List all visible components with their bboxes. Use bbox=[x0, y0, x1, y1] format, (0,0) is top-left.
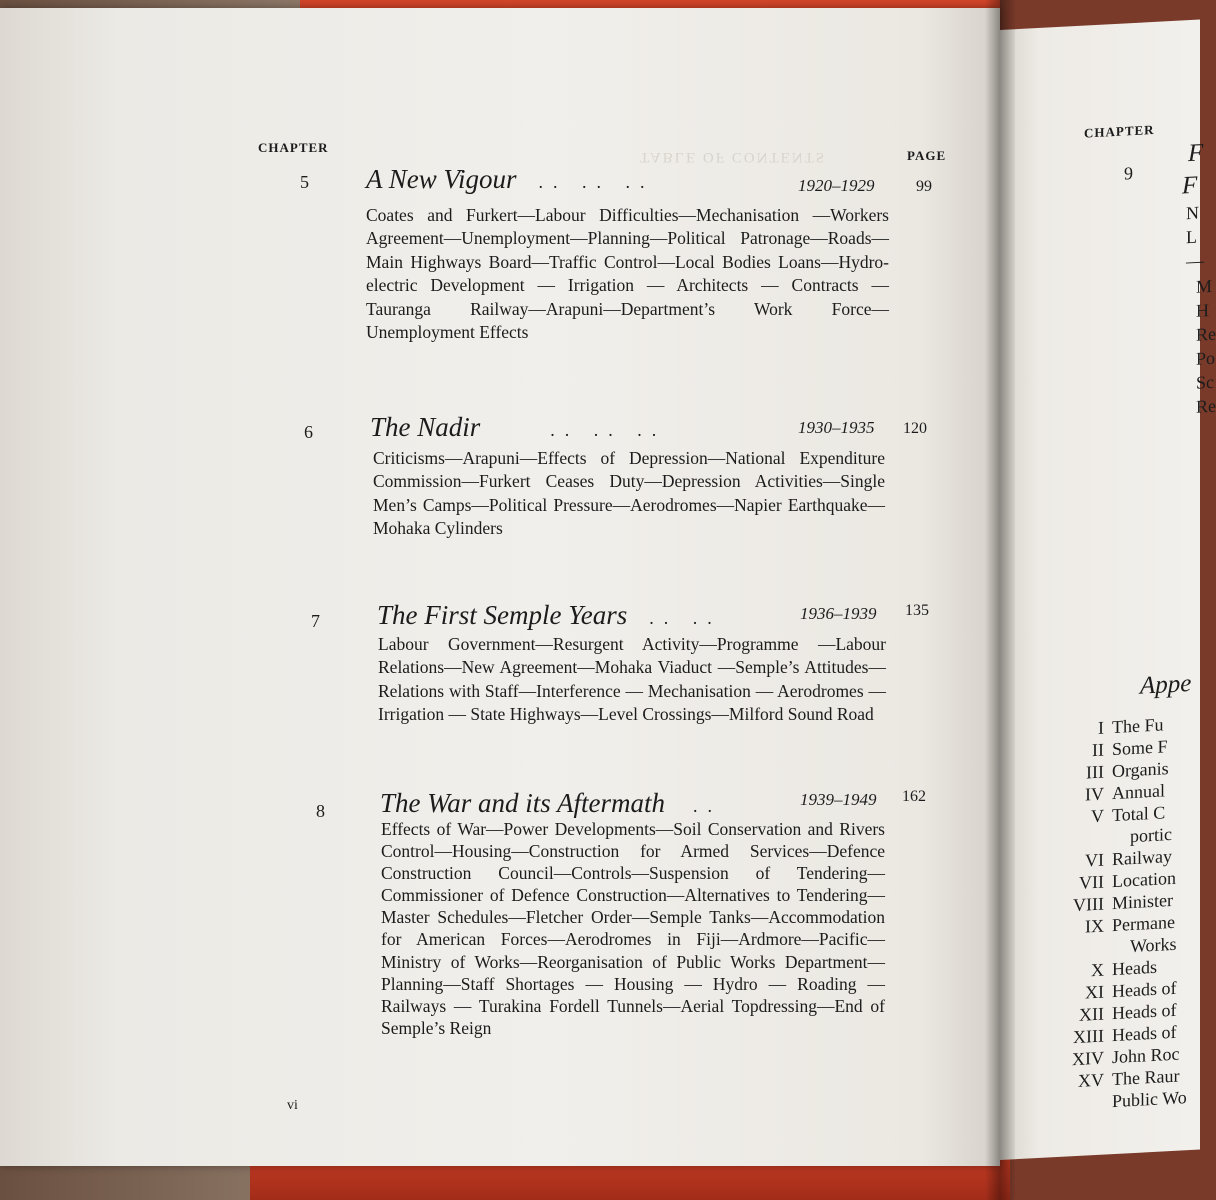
appendix-row: IV Annual bbox=[1085, 780, 1165, 805]
appendix-row: XI Heads of bbox=[1085, 977, 1177, 1003]
chapter-dates: 1920–1929 bbox=[798, 176, 875, 195]
chapter-page: 162 bbox=[902, 788, 926, 805]
page-column-header: PAGE bbox=[907, 148, 947, 163]
chapter-description: Labour Government—Resurgent Activity—Programme —Labour Relations—New Agreement—Mohaka Viaduct —Semple’s Attitudes—Relations with Staff—Interference — Mechanisation — Aerodromes — Irrigation — State Highways—Level Crossings—Milford Sound Road bbox=[378, 634, 886, 725]
appendix-row: XII Heads of bbox=[1079, 999, 1177, 1025]
description-fragment: — bbox=[1186, 250, 1204, 272]
chapter-title: A New Vigour .. .. .. bbox=[366, 164, 655, 194]
chapter-title: The First Semple Years .. .. bbox=[377, 600, 722, 630]
chapter-title-fragment: F bbox=[1188, 139, 1204, 168]
chapter-title: The Nadir .. .. .. bbox=[370, 412, 667, 442]
chapter-number: 7 bbox=[311, 611, 320, 631]
description-fragment: Po bbox=[1196, 347, 1216, 369]
chapter-title: The War and its Aftermath .. bbox=[380, 788, 723, 818]
description-fragment: N bbox=[1186, 202, 1199, 224]
right-page bbox=[1000, 20, 1216, 1160]
appendix-row: X Heads bbox=[1091, 956, 1157, 981]
appendix-row: Public Wo bbox=[1112, 1087, 1187, 1112]
appendix-list bbox=[1056, 712, 1187, 1115]
chapter-number: 6 bbox=[304, 422, 313, 442]
bleed-through-text: TABLE OF CONTENTS bbox=[640, 149, 827, 165]
appendix-row: VIII Minister bbox=[1073, 889, 1173, 916]
appendix-row: V Total C bbox=[1091, 802, 1166, 827]
appendix-row: I The Fu bbox=[1098, 714, 1164, 738]
book-gutter bbox=[985, 0, 1015, 1200]
appendix-row: XIII Heads of bbox=[1073, 1021, 1177, 1048]
chapter-description: Effects of War—Power Developments—Soil Conservation and Rivers Control—Housing—Construction for Armed Services—Defence Construction Council—Controls—Suspension of Tendering—Commissioner of Defence Construction—Alternatives to Tendering—Master Schedules—Fletcher Order—Semple Tanks—Accommodation for American Forces—Aerodromes in Fiji—Ardmore—Pacific—Ministry of Works—Reorganisation of Public Works Department—Planning—Staff Shortages — Housing — Hydro — Roading — Railways — Turakina Fordell Tunnels—Aerial Topdressing—End of Semple’s Reign bbox=[381, 819, 885, 1038]
appendix-row: XIV John Roc bbox=[1072, 1043, 1180, 1070]
chapter-dates: 1939–1949 bbox=[800, 790, 877, 809]
appendix-row: III Organis bbox=[1086, 758, 1169, 783]
chapter-page: 120 bbox=[903, 420, 927, 437]
description-fragment: H bbox=[1196, 300, 1209, 321]
description-fragment: L bbox=[1186, 226, 1197, 248]
chapter-number: 5 bbox=[300, 172, 309, 192]
chapter-page: 135 bbox=[905, 602, 929, 619]
description-fragment: M bbox=[1196, 275, 1213, 297]
chapter-column-header: CHAPTER bbox=[258, 140, 329, 155]
page-folio: vi bbox=[287, 1098, 298, 1113]
chapter-description: Criticisms—Arapuni—Effects of Depression—National Expenditure Commission—Furkert Ceases Duty—Depression Activities—Single Men’s Camps—Political Pressure—Aerodromes—Napier Earthquake—Mohaka Cylinders bbox=[373, 448, 885, 539]
appendix-row: VII Location bbox=[1079, 867, 1176, 893]
appendix-row: II Some F bbox=[1092, 736, 1168, 761]
description-fragment: Re bbox=[1196, 323, 1216, 345]
appendix-row: Works bbox=[1130, 933, 1177, 957]
chapter-number: 9 bbox=[1124, 163, 1133, 184]
description-fragment: Sc bbox=[1196, 371, 1214, 393]
appendix-row: XV The Raur bbox=[1078, 1065, 1180, 1091]
chapter-page: 99 bbox=[916, 178, 932, 195]
appendix-row: VI Railway bbox=[1085, 845, 1172, 871]
chapter-number: 8 bbox=[316, 801, 325, 821]
chapter-description: Coates and Furkert—Labour Difficulties—Mechanisation —Workers Agreement—Unemployment—Planning—Political Patronage—Roads—Main Highways Board—Traffic Control—Local Bodies Loans—Hydro-electric Development — Irrigation — Architects — Contracts — Tauranga Railway—Arapuni—Department’s Work Force—Unemployment Effects bbox=[366, 205, 889, 343]
description-fragment: Re bbox=[1196, 395, 1216, 417]
chapter-dates: 1936–1939 bbox=[800, 604, 877, 623]
chapter-title-fragment: F bbox=[1182, 171, 1198, 200]
appendices-heading: Appe bbox=[1140, 669, 1192, 700]
appendix-row: IX Permane bbox=[1085, 911, 1175, 937]
chapter-dates: 1930–1935 bbox=[798, 418, 875, 437]
left-page bbox=[0, 8, 1000, 1166]
appendix-row: portic bbox=[1130, 823, 1172, 847]
chapter-column-header: CHAPTER bbox=[1084, 121, 1155, 141]
